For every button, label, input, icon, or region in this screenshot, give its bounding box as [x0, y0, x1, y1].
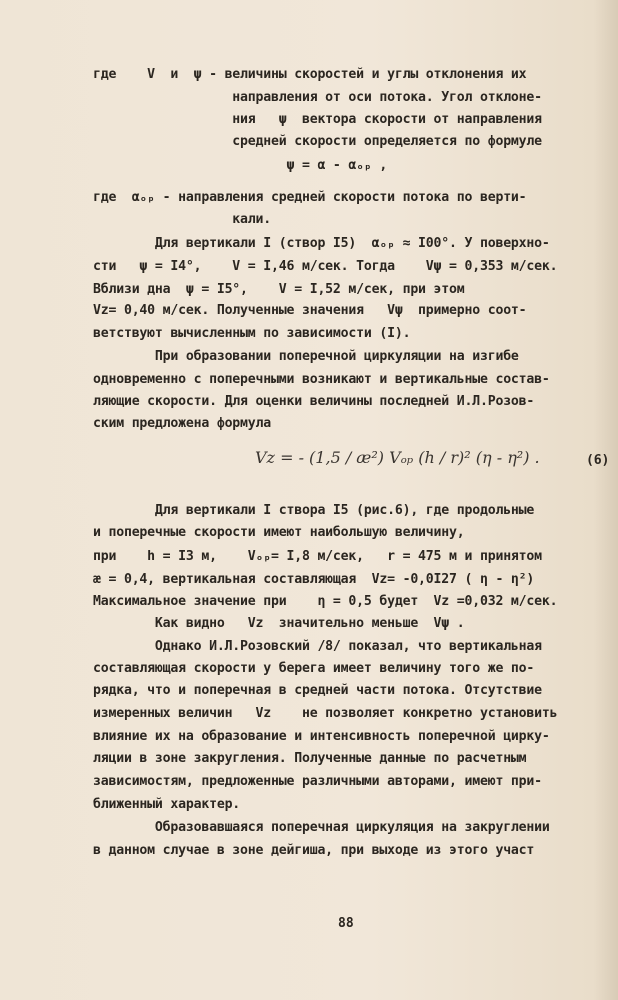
text-line: рядка, что и поперечная в средней части потока. Отсутствие: [93, 683, 542, 698]
text-line: Образовавшаяся поперечная циркуляция на закруглении: [93, 820, 550, 835]
text-line: влияние их на образование и интенсивность поперечной цирку-: [93, 729, 550, 744]
text-line: ским предложена формула: [93, 416, 272, 431]
text-line: сти ψ = I4°, V = I,46 м/сек. Тогда Vψ = 0,353 м/сек.: [93, 259, 558, 274]
text-line: Vz= 0,40 м/сек. Полученные значения Vψ примерно соот-: [93, 303, 527, 318]
text-line: ветствуют вычисленным по зависимости (I).: [93, 326, 411, 341]
text-line: и поперечные скорости имеют наибольшую величину,: [93, 525, 465, 540]
equation-number: (6): [586, 453, 610, 468]
text-line: Для вертикали I (створ I5) αₒₚ ≈ I00°. У поверхно-: [93, 236, 550, 251]
text-line: Однако И.Л.Розовский /8/ показал, что вертикальная: [93, 639, 542, 654]
text-line: где αₒₚ - направления средней скорости потока по верти-: [93, 190, 527, 205]
display-formula: Vz = - (1,5 / æ²) Vₒₚ (h / r)² (η - η²) .: [255, 448, 540, 467]
text-line: ния ψ вектора скорости от направления: [93, 112, 542, 127]
text-line: измеренных величин Vz не позволяет конкретно установить: [93, 706, 558, 721]
text-line: зависимостям, предложенные различными авторами, имеют при-: [93, 774, 542, 789]
inline-formula: ψ = α - αₒₚ ,: [93, 158, 388, 173]
text-line: При образовании поперечной циркуляции на изгибе: [93, 349, 519, 364]
page-number: 88: [338, 916, 354, 931]
text-line: Вблизи дна ψ = I5°, V = I,52 м/сек, при этом: [93, 282, 465, 297]
text-line: средней скорости определяется по формуле: [93, 134, 542, 149]
text-line: Максимальное значение при η = 0,5 будет Vz =0,032 м/сек.: [93, 594, 558, 609]
text-line: в данном случае в зоне дейгиша, при выходе из этого участ: [93, 843, 535, 858]
text-line: ляющие скорости. Для оценки величины последней И.Л.Розов-: [93, 394, 535, 409]
text-line: Как видно Vz значительно меньше Vψ .: [93, 616, 465, 631]
text-line: кали.: [93, 212, 272, 227]
text-line: направления от оси потока. Угол отклоне-: [93, 90, 542, 105]
text-line: где V и ψ - величины скоростей и углы отклонения их: [93, 67, 527, 82]
text-line: ляции в зоне закругления. Полученные данные по расчетным: [93, 751, 527, 766]
text-line: одновременно с поперечными возникают и вертикальные состав-: [93, 372, 550, 387]
text-line: Для вертикали I створа I5 (рис.6), где продольные: [93, 503, 535, 518]
text-line: æ = 0,4, вертикальная составляющая Vz= -0,0I27 ( η - η²): [93, 572, 535, 587]
text-line: составляющая скорости у берега имеет величину того же по-: [93, 661, 535, 676]
text-line: при h = I3 м, Vₒₚ= I,8 м/сек, r = 475 м и принятом: [93, 549, 542, 564]
text-line: ближенный характер.: [93, 797, 241, 812]
